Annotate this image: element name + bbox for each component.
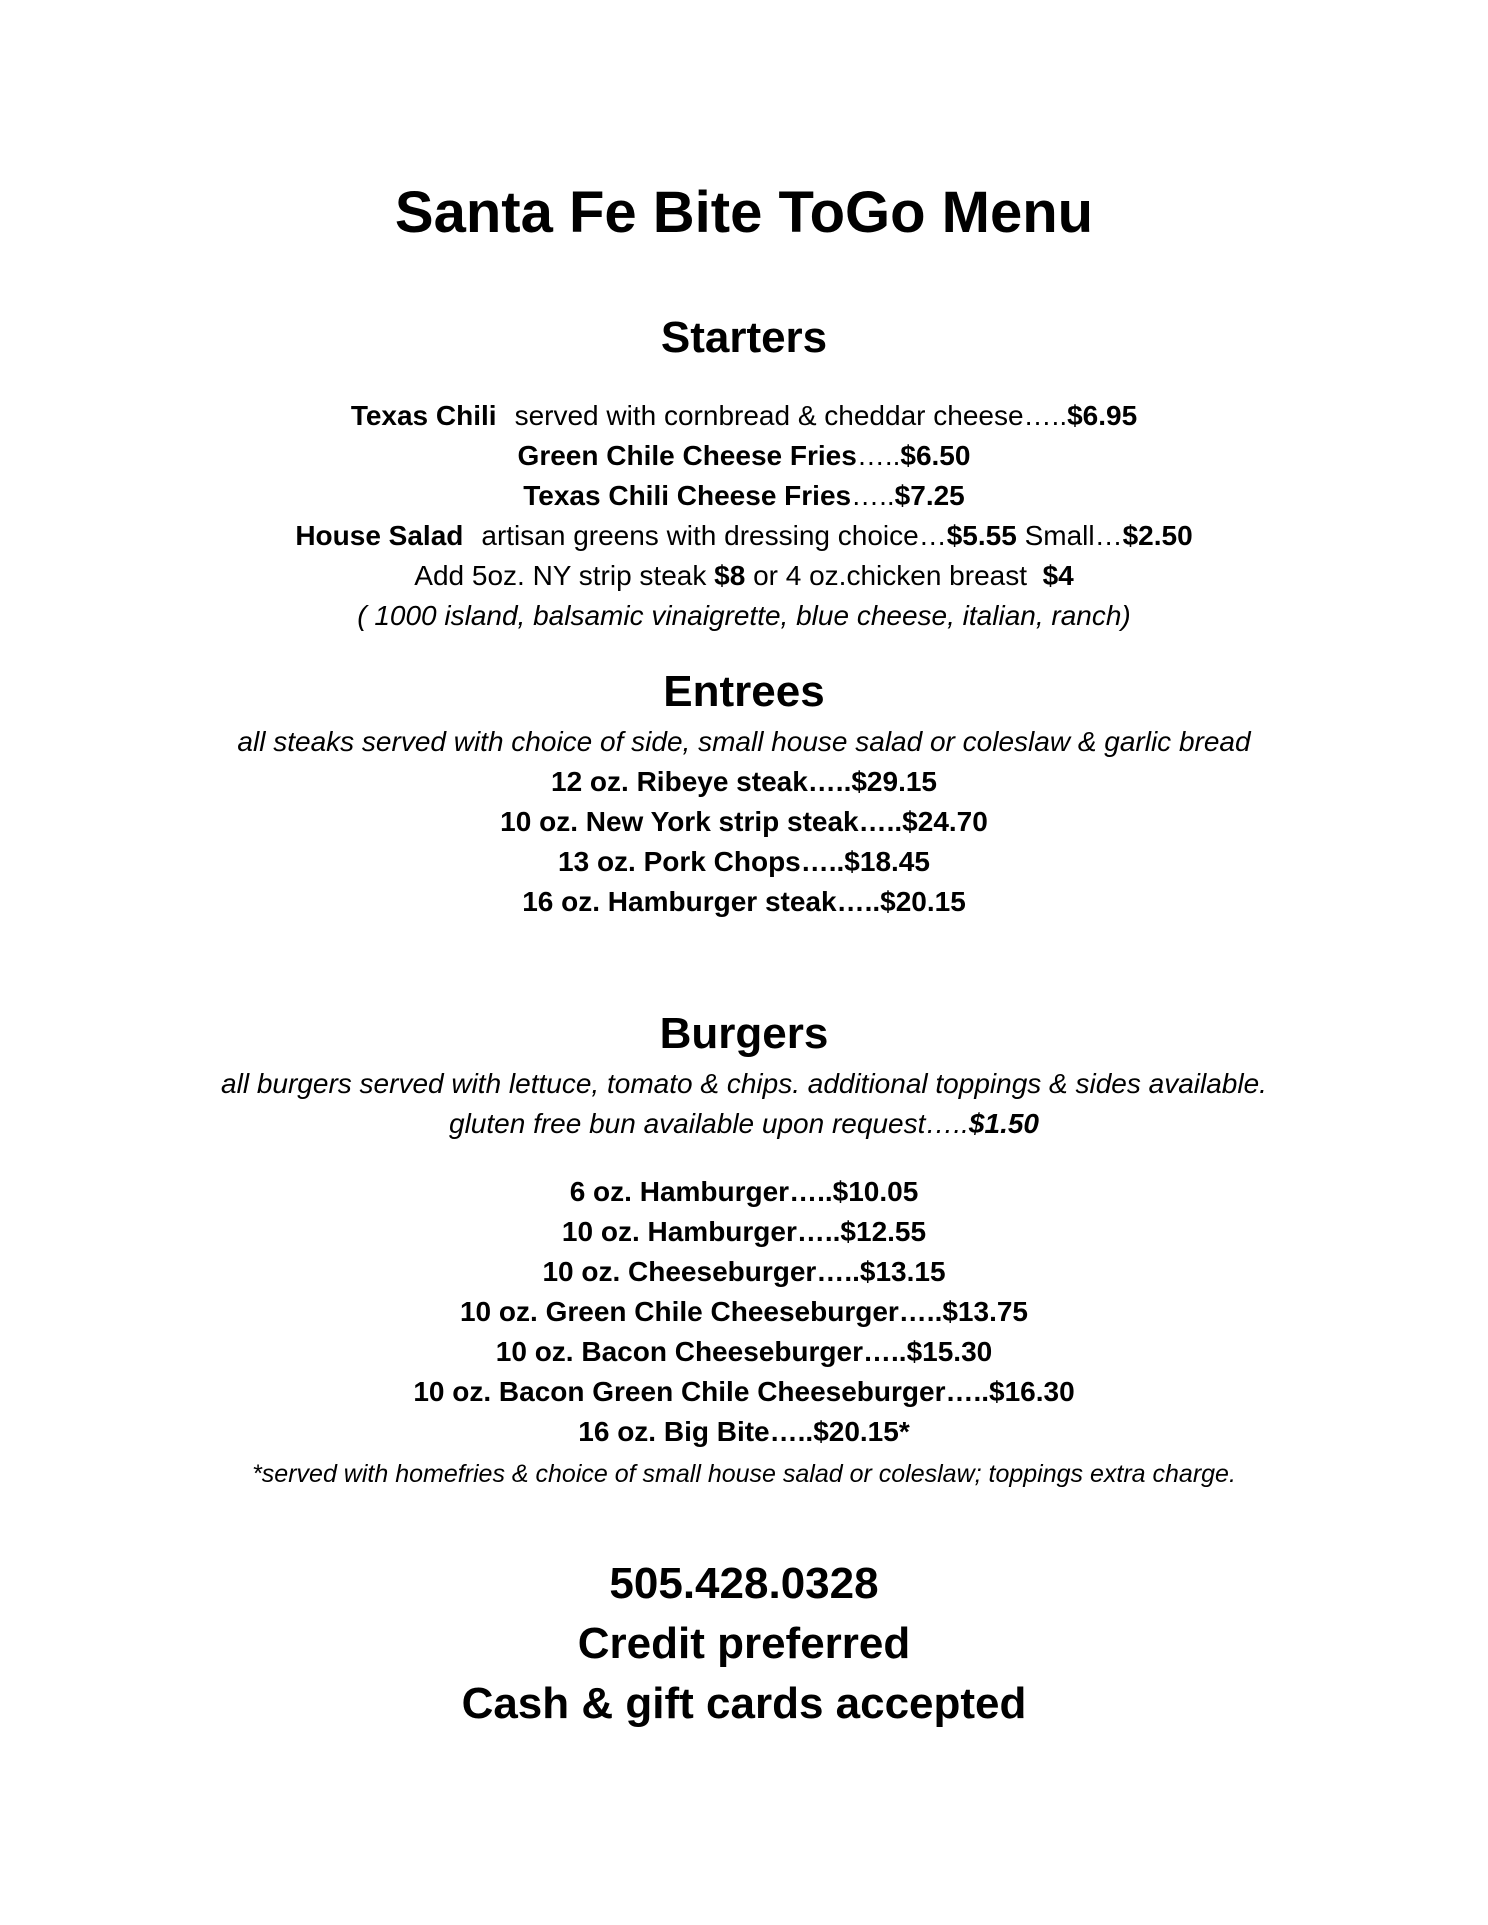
small-price: $2.50: [1122, 520, 1193, 551]
entree-item: 16 oz. Hamburger steak…..$20.15: [522, 886, 966, 917]
burgers-footnote: *served with homefries & choice of small house salad or coleslaw; toppings extra charge.: [252, 1460, 1236, 1488]
burger-item: 10 oz. Green Chile Cheeseburger…..$13.75: [459, 1296, 1028, 1327]
add-on-chicken: or 4 oz.chicken breast: [753, 560, 1027, 591]
burger-item: 10 oz. Bacon Cheeseburger…..$15.30: [495, 1336, 993, 1367]
gluten-free-text: gluten free bun available upon request…..: [449, 1108, 969, 1139]
entree-item: 12 oz. Ribeye steak…..$29.15: [551, 766, 937, 797]
burger-item: 10 oz. Cheeseburger…..$13.15: [542, 1256, 946, 1287]
cash-note: Cash & gift cards accepted: [461, 1679, 1027, 1728]
burger-item: 16 oz. Big Bite…..$20.15*: [578, 1416, 910, 1447]
burger-item: 6 oz. Hamburger…..$10.05: [569, 1176, 919, 1207]
item-price: $7.25: [894, 480, 965, 511]
credit-note: Credit preferred: [577, 1619, 911, 1668]
item-price: $6.95: [1067, 400, 1138, 431]
add-on-steak-price: $8: [714, 560, 746, 591]
item-price: $6.50: [900, 440, 971, 471]
burger-item: 10 oz. Hamburger…..$12.55: [561, 1216, 927, 1247]
entree-item: 13 oz. Pork Chops…..$18.45: [558, 846, 930, 877]
item-price: $5.55: [946, 520, 1017, 551]
item-description: artisan greens with dressing choice…: [481, 520, 947, 551]
starter-texas-chili: [0, 396, 1488, 436]
gluten-free-note: [0, 1104, 1488, 1144]
dressing-options: ( 1000 island, balsamic vinaigrette, blue cheese, italian, ranch): [357, 600, 1131, 631]
page-title: Santa Fe Bite ToGo Menu: [394, 180, 1094, 245]
starter-texas-chili-fries: [0, 476, 1488, 516]
item-name: House Salad: [295, 520, 464, 551]
gluten-free-price: $1.50: [968, 1108, 1039, 1139]
starters-heading: Starters: [660, 313, 828, 362]
item-name: Texas Chili: [350, 400, 497, 431]
add-on-steak: Add 5oz. NY strip steak: [414, 560, 707, 591]
item-name: Texas Chili Cheese Fries: [523, 480, 852, 511]
entrees-heading: Entrees: [663, 667, 825, 716]
entrees-note: all steaks served with choice of side, small house salad or coleslaw & garlic bread: [237, 726, 1251, 757]
starter-add-on: [0, 556, 1488, 596]
small-label: Small…: [1024, 520, 1123, 551]
item-description: served with cornbread & cheddar cheese…..: [514, 400, 1068, 431]
phone-number: 505.428.0328: [609, 1559, 879, 1608]
burgers-heading: Burgers: [659, 1009, 829, 1058]
starter-house-salad: [0, 516, 1488, 556]
starter-green-chile-fries: [0, 436, 1488, 476]
item-dots: …..: [856, 440, 901, 471]
item-name: Green Chile Cheese Fries: [517, 440, 857, 471]
item-dots: …..: [851, 480, 895, 511]
entree-item: 10 oz. New York strip steak…..$24.70: [500, 806, 988, 837]
burgers-note: all burgers served with lettuce, tomato & chips. additional toppings & sides available.: [221, 1068, 1267, 1099]
add-on-chicken-price: $4: [1042, 560, 1074, 591]
burger-item: 10 oz. Bacon Green Chile Cheeseburger…..$16.30: [413, 1376, 1075, 1407]
